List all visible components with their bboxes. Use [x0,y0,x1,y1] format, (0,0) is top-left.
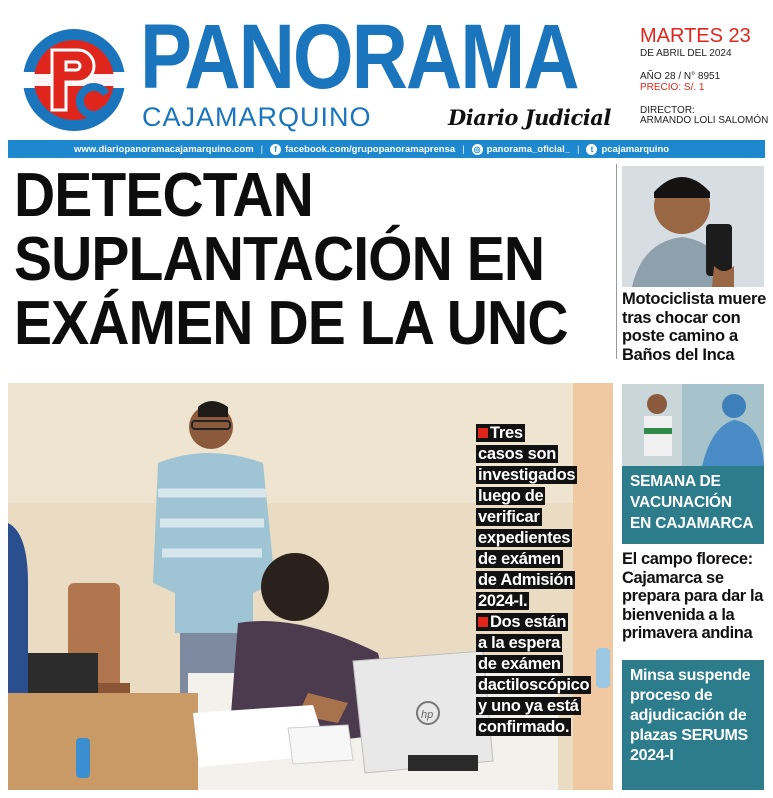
newspaper-logo [22,28,126,132]
headline-line: SUPLANTACIÓN EN [14,225,545,294]
sidebar-story-4[interactable]: Minsa suspende proceso de adjudicación de plazas SERUMS 2024-I [622,660,764,790]
sidebar-photo-vaccination[interactable] [622,384,764,466]
facebook-link[interactable]: f facebook.com/grupopanoramaprensa [270,144,455,155]
director-name: ARMANDO LOLI SALOMÓN [640,115,769,126]
logo-emblem-icon [22,28,126,132]
sidebar-story-1[interactable]: Motociclista muere tras chocar con poste camino a Baños del Inca [622,290,767,364]
newspaper-title: PANORAMA [140,4,578,108]
sidebar-photo-motorcyclist[interactable] [622,166,764,287]
newspaper-subtitle: CAJAMARQUINO [142,102,372,132]
portrait-photo [622,166,764,287]
website-link[interactable]: www.diariopanoramacajamarquino.com [74,143,254,155]
edition-number: AÑO 28 / N° 8951 [640,70,721,82]
edition-price: PRECIO: S/. 1 [640,82,705,93]
twitter-icon: t [586,144,597,155]
headline-line: EXÁMEN DE LA UNC [14,289,568,358]
instagram-link[interactable]: ◎ panorama_oficial_ [473,143,571,155]
sidebar-story-3[interactable]: El campo florece: Cajamarca se prepara para dar la bienvenida a la primavera andina [622,550,763,642]
edition-date: DE ABRIL DEL 2024 [640,48,732,59]
facebook-icon: f [270,144,281,155]
edition-day: MARTES 23 [640,25,751,47]
bullet-square-icon [478,617,488,627]
instagram-icon: ◎ [472,144,483,155]
newspaper-tagline: Diario Judicial [448,105,611,130]
sidebar-story-2[interactable]: SEMANA DE VACUNACIÓN EN CAJAMARCA [622,466,764,544]
main-headline[interactable] [14,161,568,358]
main-story-bullets: Tres casos son investigados luego de verificar expedientes de exámen de Admisión 2024-I. Dos están a la espera de exámen dactiloscópico y uno ya está confirmado. [478,424,590,736]
edition-info [640,26,770,127]
director-label: DIRECTOR: [640,104,695,116]
twitter-link[interactable]: t pcajamarquino [586,144,669,155]
social-bar: www.diariopanoramacajamarquino.com | f facebook.com/grupopanoramaprensa | ◎ panorama_oficial_ | t pcajamarquino [8,140,765,158]
vaccination-photo [622,384,764,466]
laptop-logo: hp [421,709,434,721]
column-divider [616,164,617,359]
bullet-square-icon [478,428,488,438]
headline-line: DETECTAN [14,161,313,230]
